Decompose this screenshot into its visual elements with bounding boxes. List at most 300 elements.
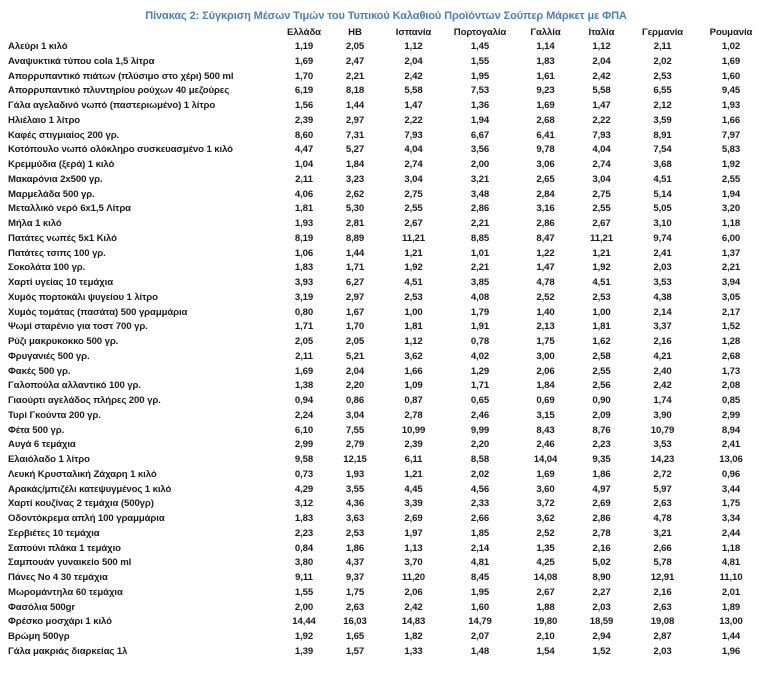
table-row bbox=[8, 99, 762, 114]
price-cell: 3,06 bbox=[536, 159, 555, 170]
price-cell: 3,48 bbox=[470, 188, 490, 200]
price-cell: 8,91 bbox=[653, 129, 672, 141]
price-cell: 3,85 bbox=[470, 277, 490, 288]
price-cell: 2,75 bbox=[404, 188, 423, 200]
price-cell: 1,70 bbox=[294, 70, 314, 82]
price-cell: 0,65 bbox=[470, 395, 490, 406]
price-cell: 6,27 bbox=[345, 277, 365, 288]
price-cell: 2,21 bbox=[721, 262, 741, 274]
table-row bbox=[8, 379, 762, 394]
price-cell: 9,74 bbox=[653, 232, 672, 244]
price-cell: 8,60 bbox=[294, 129, 314, 141]
price-cell: 5,14 bbox=[653, 188, 672, 200]
price-cell: 2,52 bbox=[536, 527, 555, 539]
price-cell: 3,05 bbox=[721, 291, 741, 303]
price-cell: 2,27 bbox=[592, 586, 611, 598]
price-cell: 7,97 bbox=[721, 129, 741, 141]
product-name-cell: Σοκολάτα 100 γρ. bbox=[8, 262, 86, 274]
price-cell: 3,62 bbox=[404, 350, 423, 362]
price-cell: 1,92 bbox=[294, 631, 314, 642]
price-cell: 4,81 bbox=[470, 557, 490, 569]
price-cell: 8,43 bbox=[536, 424, 555, 436]
price-cell: 14,08 bbox=[533, 572, 558, 583]
price-cell: 3,94 bbox=[721, 277, 741, 288]
price-cell: 4,97 bbox=[592, 483, 611, 495]
price-cell: 1,55 bbox=[294, 586, 314, 598]
product-name-cell: Απορρυπαντικό πλυντηρίου ρούχων 40 μεζούρες bbox=[8, 85, 230, 97]
price-cell: 5,58 bbox=[592, 85, 611, 97]
price-cell: 2,00 bbox=[294, 601, 314, 613]
price-cell: 2,55 bbox=[592, 365, 611, 377]
price-cell: 2,23 bbox=[592, 439, 611, 451]
price-cell: 13,06 bbox=[719, 454, 743, 465]
price-cell: 5,02 bbox=[592, 557, 611, 569]
price-cell: 3,56 bbox=[470, 144, 490, 156]
table-row bbox=[8, 55, 762, 70]
price-cell: 2,79 bbox=[345, 439, 365, 451]
price-cell: 1,91 bbox=[470, 321, 490, 333]
price-cell: 8,45 bbox=[470, 572, 490, 583]
price-cell: 7,93 bbox=[404, 129, 423, 141]
price-cell: 0,73 bbox=[294, 468, 314, 480]
price-cell: 2,87 bbox=[653, 631, 672, 642]
price-cell: 2,03 bbox=[653, 645, 672, 657]
price-cell: 2,40 bbox=[653, 365, 672, 377]
table-row bbox=[8, 306, 762, 321]
price-cell: 3,80 bbox=[294, 557, 314, 569]
price-cell: 1,60 bbox=[721, 70, 741, 82]
price-cell: 14,83 bbox=[401, 616, 426, 628]
price-cell: 1,92 bbox=[404, 262, 423, 274]
price-cell: 1,47 bbox=[592, 100, 611, 111]
price-cell: 1,84 bbox=[345, 159, 365, 170]
price-cell: 0,86 bbox=[345, 395, 365, 406]
product-name-cell: Οδοντόκρεμα απλή 100 γραμμάρια bbox=[8, 513, 165, 524]
price-cell: 1,02 bbox=[721, 41, 741, 52]
price-cell: 2,52 bbox=[536, 291, 555, 303]
price-cell: 0,85 bbox=[721, 395, 741, 406]
price-cell: 2,42 bbox=[404, 601, 423, 613]
price-cell: 2,81 bbox=[345, 218, 365, 229]
price-cell: 2,72 bbox=[653, 468, 672, 480]
price-cell: 3,70 bbox=[404, 557, 423, 569]
price-cell: 3,53 bbox=[653, 277, 672, 288]
product-name-cell: Ηλιέλαιο 1 λίτρο bbox=[8, 114, 81, 126]
table-row bbox=[8, 512, 762, 527]
price-cell: 1,93 bbox=[294, 218, 314, 229]
price-cell: 7,54 bbox=[653, 144, 672, 156]
price-cell: 2,04 bbox=[404, 55, 423, 67]
price-cell: 2,75 bbox=[592, 188, 611, 200]
price-cell: 8,85 bbox=[470, 232, 490, 244]
price-cell: 1,18 bbox=[721, 542, 741, 554]
product-name-cell: Πατάτες τσιπς 100 γρ. bbox=[8, 247, 106, 259]
price-cell: 3,59 bbox=[653, 114, 672, 126]
price-cell: 1,70 bbox=[345, 321, 365, 333]
table-row bbox=[8, 291, 762, 306]
table-row bbox=[8, 129, 762, 144]
table-row bbox=[8, 70, 762, 85]
price-cell: 4,51 bbox=[404, 277, 423, 288]
price-cell: 1,61 bbox=[536, 70, 555, 82]
product-name-cell: Κοτόπουλο νωπό ολόκληρο συσκευασμένο 1 κιλό bbox=[8, 144, 233, 156]
price-cell: 2,67 bbox=[404, 218, 423, 229]
product-name-cell: Μεταλλικό νερό 6x1,5 Λίτρα bbox=[8, 203, 131, 215]
price-cell: 2,55 bbox=[721, 173, 741, 185]
price-cell: 3,15 bbox=[536, 409, 555, 421]
product-name-cell: Φρέσκο μοσχάρι 1 κιλό bbox=[8, 616, 112, 628]
price-cell: 6,00 bbox=[721, 232, 741, 244]
price-cell: 1,06 bbox=[294, 247, 314, 259]
price-cell: 7,31 bbox=[345, 129, 365, 141]
price-cell: 3,10 bbox=[653, 218, 672, 229]
price-cell: 2,46 bbox=[470, 409, 490, 421]
price-cell: 1,81 bbox=[294, 203, 314, 215]
product-name-cell: Ελαιόλαδο 1 λίτρο bbox=[8, 454, 90, 465]
price-cell: 2,11 bbox=[295, 350, 313, 362]
price-cell: 10,99 bbox=[401, 424, 426, 436]
price-cell: 1,71 bbox=[345, 262, 365, 274]
price-cell: 2,24 bbox=[294, 409, 314, 421]
price-cell: 3,63 bbox=[345, 513, 365, 524]
price-cell: 1,82 bbox=[404, 631, 423, 642]
price-cell: 3,21 bbox=[653, 527, 672, 539]
price-cell: 2,22 bbox=[592, 114, 611, 126]
price-cell: 2,05 bbox=[345, 41, 365, 52]
price-cell: 1,86 bbox=[345, 542, 365, 554]
price-cell: 2,53 bbox=[592, 291, 611, 303]
table-row bbox=[8, 40, 762, 55]
price-cell: 13,00 bbox=[719, 616, 743, 628]
price-cell: 5,83 bbox=[721, 144, 741, 156]
price-cell: 2,65 bbox=[536, 173, 555, 185]
table-row bbox=[8, 365, 762, 380]
price-cell: 10,79 bbox=[650, 424, 675, 436]
price-cell: 2,21 bbox=[345, 70, 365, 82]
price-cell: 1,85 bbox=[470, 527, 490, 539]
price-cell: 2,04 bbox=[345, 365, 365, 377]
price-cell: 2,06 bbox=[536, 365, 555, 377]
price-cell: 2,86 bbox=[470, 203, 490, 215]
price-cell: 1,65 bbox=[345, 631, 365, 642]
price-cell: 19,80 bbox=[533, 616, 558, 628]
price-cell: 1,18 bbox=[721, 218, 741, 229]
price-cell: 8,19 bbox=[294, 232, 314, 244]
price-cell: 4,51 bbox=[592, 277, 611, 288]
price-cell: 9,35 bbox=[592, 454, 611, 465]
table-row bbox=[8, 276, 762, 291]
price-cell: 1,62 bbox=[592, 336, 611, 347]
table-row bbox=[8, 409, 762, 424]
price-cell: 1,47 bbox=[536, 262, 555, 274]
table-row bbox=[8, 453, 762, 468]
price-cell: 5,27 bbox=[345, 144, 365, 156]
price-cell: 1,54 bbox=[536, 645, 555, 657]
price-cell: 3,44 bbox=[721, 483, 741, 495]
price-cell: 1,74 bbox=[653, 395, 672, 406]
price-cell: 3,60 bbox=[536, 483, 555, 495]
price-cell: 2,05 bbox=[294, 336, 314, 347]
price-cell: 2,42 bbox=[653, 380, 672, 392]
price-cell: 12,15 bbox=[343, 454, 367, 465]
price-cell: 2,68 bbox=[536, 114, 555, 126]
price-cell: 1,93 bbox=[345, 468, 365, 480]
price-cell: 3,37 bbox=[653, 321, 672, 333]
country-column-header: Ελλάδα bbox=[287, 27, 321, 38]
table-row bbox=[8, 247, 762, 262]
price-cell: 3,20 bbox=[721, 203, 741, 215]
price-cell: 2,16 bbox=[653, 336, 672, 347]
price-cell: 4,78 bbox=[653, 513, 672, 524]
price-cell: 1,83 bbox=[294, 513, 314, 524]
price-cell: 2,33 bbox=[470, 498, 490, 510]
price-cell: 4,47 bbox=[294, 144, 314, 156]
price-cell: 16,03 bbox=[343, 616, 367, 628]
price-cell: 2,41 bbox=[721, 439, 741, 451]
price-cell: 0,90 bbox=[592, 395, 611, 406]
product-name-cell: Σερβιέτες 10 τεμάχια bbox=[8, 527, 100, 539]
price-cell: 1,88 bbox=[536, 601, 555, 613]
price-cell: 1,92 bbox=[592, 262, 611, 274]
product-name-cell: Αλεύρι 1 κιλό bbox=[8, 41, 68, 52]
country-column-header: Γερμανία bbox=[641, 27, 684, 38]
product-name-cell: Κρεμμύδια (ξερά) 1 κιλό bbox=[8, 159, 115, 170]
product-name-cell: Πάνες No 4 30 τεμάχια bbox=[8, 572, 108, 583]
price-cell: 3,53 bbox=[653, 439, 672, 451]
price-cell: 11,20 bbox=[402, 572, 425, 583]
price-cell: 2,41 bbox=[653, 247, 672, 259]
price-cell: 2,22 bbox=[404, 114, 423, 126]
price-cell: 6,19 bbox=[294, 85, 314, 97]
price-cell: 1,94 bbox=[721, 188, 741, 200]
price-cell: 1,67 bbox=[345, 306, 365, 318]
table-body bbox=[8, 40, 762, 660]
price-cell: 11,10 bbox=[719, 572, 743, 583]
price-cell: 1,73 bbox=[721, 365, 741, 377]
product-name-cell: Φρυγανιές 500 γρ. bbox=[8, 350, 90, 362]
product-name-cell: Φασόλια 500gr bbox=[8, 601, 76, 613]
price-cell: 2,17 bbox=[721, 306, 741, 318]
price-cell: 2,06 bbox=[404, 586, 423, 598]
price-cell: 4,25 bbox=[536, 557, 555, 569]
price-cell: 2,05 bbox=[345, 336, 365, 347]
product-name-cell: Αρακάς/μπιζέλι κατεψυγμένος 1 κιλό bbox=[8, 483, 172, 495]
table-row bbox=[8, 114, 762, 129]
price-cell: 1,47 bbox=[404, 100, 423, 111]
price-cell: 2,55 bbox=[592, 203, 611, 215]
price-cell: 1,45 bbox=[470, 41, 490, 52]
price-cell: 1,69 bbox=[721, 55, 741, 67]
price-cell: 1,28 bbox=[721, 336, 741, 347]
price-cell: 8,89 bbox=[345, 232, 365, 244]
price-cell: 3,93 bbox=[294, 277, 314, 288]
price-cell: 1,83 bbox=[536, 55, 555, 67]
price-cell: 14,04 bbox=[533, 454, 558, 465]
product-name-cell: Χαρτί υγείας 10 τεμάχια bbox=[8, 277, 113, 288]
price-cell: 1,48 bbox=[470, 645, 490, 657]
price-cell: 3,21 bbox=[470, 173, 490, 185]
price-cell: 1,75 bbox=[345, 586, 365, 598]
price-cell: 1,97 bbox=[404, 527, 423, 539]
price-comparison-table bbox=[8, 26, 762, 660]
price-cell: 2,21 bbox=[470, 218, 490, 229]
price-cell: 0,80 bbox=[294, 306, 314, 318]
price-cell: 2,86 bbox=[592, 513, 611, 524]
product-name-cell: Γάλα αγελαδινό νωπό (παστεριωμένο) 1 λίτρο bbox=[8, 100, 216, 111]
price-cell: 2,69 bbox=[404, 513, 423, 524]
price-cell: 8,94 bbox=[721, 424, 741, 436]
price-cell: 1,01 bbox=[470, 247, 490, 259]
price-cell: 1,93 bbox=[721, 100, 741, 111]
price-cell: 4,02 bbox=[470, 350, 490, 362]
table-row bbox=[8, 84, 762, 99]
price-cell: 4,29 bbox=[294, 483, 314, 495]
price-cell: 3,19 bbox=[294, 291, 314, 303]
country-column-header: Πορτογαλία bbox=[453, 27, 507, 38]
price-cell: 2,47 bbox=[345, 55, 365, 67]
price-cell: 4,04 bbox=[592, 144, 611, 156]
product-name-cell: Γιαούρτι αγελάδος πλήρες 200 γρ. bbox=[8, 395, 161, 406]
price-cell: 3,55 bbox=[345, 483, 365, 495]
price-cell: 11,21 bbox=[590, 232, 613, 244]
price-cell: 1,21 bbox=[404, 468, 423, 480]
price-cell: 8,90 bbox=[592, 572, 611, 583]
price-cell: 1,40 bbox=[536, 306, 555, 318]
price-cell: 0,96 bbox=[721, 468, 741, 480]
price-cell: 1,44 bbox=[345, 100, 365, 111]
price-cell: 2,67 bbox=[592, 218, 611, 229]
price-cell: 2,66 bbox=[653, 542, 672, 554]
price-cell: 12,91 bbox=[650, 572, 675, 583]
price-cell: 8,58 bbox=[470, 454, 490, 465]
price-cell: 3,04 bbox=[592, 173, 611, 185]
price-cell: 5,30 bbox=[345, 203, 365, 215]
price-cell: 2,23 bbox=[294, 527, 314, 539]
price-cell: 2,02 bbox=[470, 468, 490, 480]
price-cell: 1,84 bbox=[536, 380, 555, 392]
price-cell: 2,20 bbox=[345, 380, 365, 392]
product-name-cell: Πατάτες νωπές 5x1 Κιλό bbox=[8, 232, 117, 244]
price-cell: 3,72 bbox=[536, 498, 555, 510]
table-row bbox=[8, 615, 762, 630]
product-column-header bbox=[8, 26, 278, 40]
price-cell: 8,18 bbox=[345, 85, 365, 97]
price-cell: 2,08 bbox=[721, 380, 741, 392]
price-cell: 1,69 bbox=[294, 365, 314, 377]
table-row bbox=[8, 586, 762, 601]
price-cell: 1,60 bbox=[470, 601, 490, 613]
price-cell: 6,11 bbox=[404, 454, 423, 465]
table-row bbox=[8, 497, 762, 512]
price-cell: 2,02 bbox=[653, 55, 672, 67]
price-cell: 3,00 bbox=[536, 350, 555, 362]
price-cell: 3,39 bbox=[404, 498, 423, 510]
price-cell: 1,09 bbox=[404, 380, 423, 392]
price-cell: 7,53 bbox=[470, 85, 490, 97]
price-cell: 7,55 bbox=[345, 424, 365, 436]
price-cell: 1,94 bbox=[470, 114, 490, 126]
price-cell: 2,78 bbox=[592, 527, 611, 539]
price-cell: 1,66 bbox=[404, 365, 423, 377]
product-name-cell: Χαρτί κουζίνας 2 τεμάχια (500γρ) bbox=[8, 498, 154, 510]
product-name-cell: Γαλοπούλα αλλαντικό 100 γρ. bbox=[8, 380, 141, 392]
table-row bbox=[8, 542, 762, 557]
table-row bbox=[8, 645, 762, 660]
price-cell: 9,23 bbox=[536, 85, 555, 97]
price-cell: 6,55 bbox=[653, 85, 672, 97]
price-cell: 0,78 bbox=[470, 336, 490, 347]
product-name-cell: Αναψυκτικά τύπου cola 1,5 λίτρα bbox=[8, 55, 155, 67]
product-name-cell: Μήλα 1 κιλό bbox=[8, 218, 62, 229]
price-cell: 14,44 bbox=[292, 616, 316, 628]
price-cell: 1,19 bbox=[294, 41, 314, 52]
price-cell: 2,66 bbox=[470, 513, 490, 524]
price-cell: 1,66 bbox=[721, 114, 741, 126]
table-row bbox=[8, 630, 762, 645]
product-name-cell: Λευκή Κρυσταλική Ζάχαρη 1 κιλό bbox=[8, 468, 157, 480]
price-cell: 4,56 bbox=[470, 483, 490, 495]
price-cell: 1,00 bbox=[592, 306, 611, 318]
product-name-cell: Ψωμί σταρένιο για τοστ 700 γρ. bbox=[8, 321, 148, 333]
price-cell: 2,68 bbox=[721, 350, 741, 362]
table-row bbox=[8, 556, 762, 571]
price-cell: 2,10 bbox=[536, 631, 555, 642]
price-cell: 2,84 bbox=[536, 188, 555, 200]
product-name-cell: Απορρυπαντικό πιάτων (πλύσιμο στο χέρι) 500 ml bbox=[8, 70, 234, 82]
price-cell: 1,33 bbox=[404, 645, 423, 657]
table-row bbox=[8, 601, 762, 616]
price-cell: 2,39 bbox=[404, 439, 423, 451]
price-cell: 2,20 bbox=[470, 439, 490, 451]
price-cell: 2,69 bbox=[592, 498, 611, 510]
table-row bbox=[8, 173, 762, 188]
price-cell: 4,04 bbox=[404, 144, 423, 156]
price-cell: 2,11 bbox=[295, 173, 313, 185]
price-cell: 2,63 bbox=[345, 601, 365, 613]
table-row bbox=[8, 320, 762, 335]
price-cell: 0,69 bbox=[536, 395, 555, 406]
price-cell: 2,03 bbox=[592, 601, 611, 613]
price-cell: 9,11 bbox=[295, 572, 313, 583]
price-cell: 11,21 bbox=[402, 232, 425, 244]
price-cell: 1,04 bbox=[294, 159, 314, 170]
price-cell: 2,07 bbox=[470, 631, 490, 642]
price-cell: 1,71 bbox=[294, 321, 314, 333]
price-cell: 9,45 bbox=[721, 85, 741, 97]
price-cell: 1,55 bbox=[470, 55, 490, 67]
price-cell: 1,44 bbox=[345, 247, 365, 259]
price-cell: 2,21 bbox=[470, 262, 490, 274]
price-cell: 1,21 bbox=[592, 247, 611, 259]
price-cell: 2,94 bbox=[592, 631, 611, 642]
price-cell: 1,81 bbox=[592, 321, 611, 333]
price-cell: 2,99 bbox=[294, 439, 314, 451]
table-row bbox=[8, 424, 762, 439]
price-cell: 6,41 bbox=[536, 129, 555, 141]
price-cell: 1,69 bbox=[294, 55, 314, 67]
price-cell: 1,37 bbox=[721, 247, 741, 259]
product-name-cell: Μαρμελάδα 500 γρ. bbox=[8, 188, 95, 200]
price-cell: 1,36 bbox=[470, 100, 490, 111]
product-name-cell: Μακαρόνια 2x500 γρ. bbox=[8, 173, 103, 185]
product-name-cell: Βρώμη 500γρ bbox=[8, 631, 70, 642]
price-cell: 1,22 bbox=[536, 247, 555, 259]
product-name-cell: Σαμπουάν γυναικείο 500 ml bbox=[8, 557, 132, 569]
price-cell: 1,69 bbox=[536, 100, 555, 111]
price-cell: 4,81 bbox=[721, 557, 741, 569]
table-row bbox=[8, 350, 762, 365]
price-cell: 2,78 bbox=[404, 409, 423, 421]
